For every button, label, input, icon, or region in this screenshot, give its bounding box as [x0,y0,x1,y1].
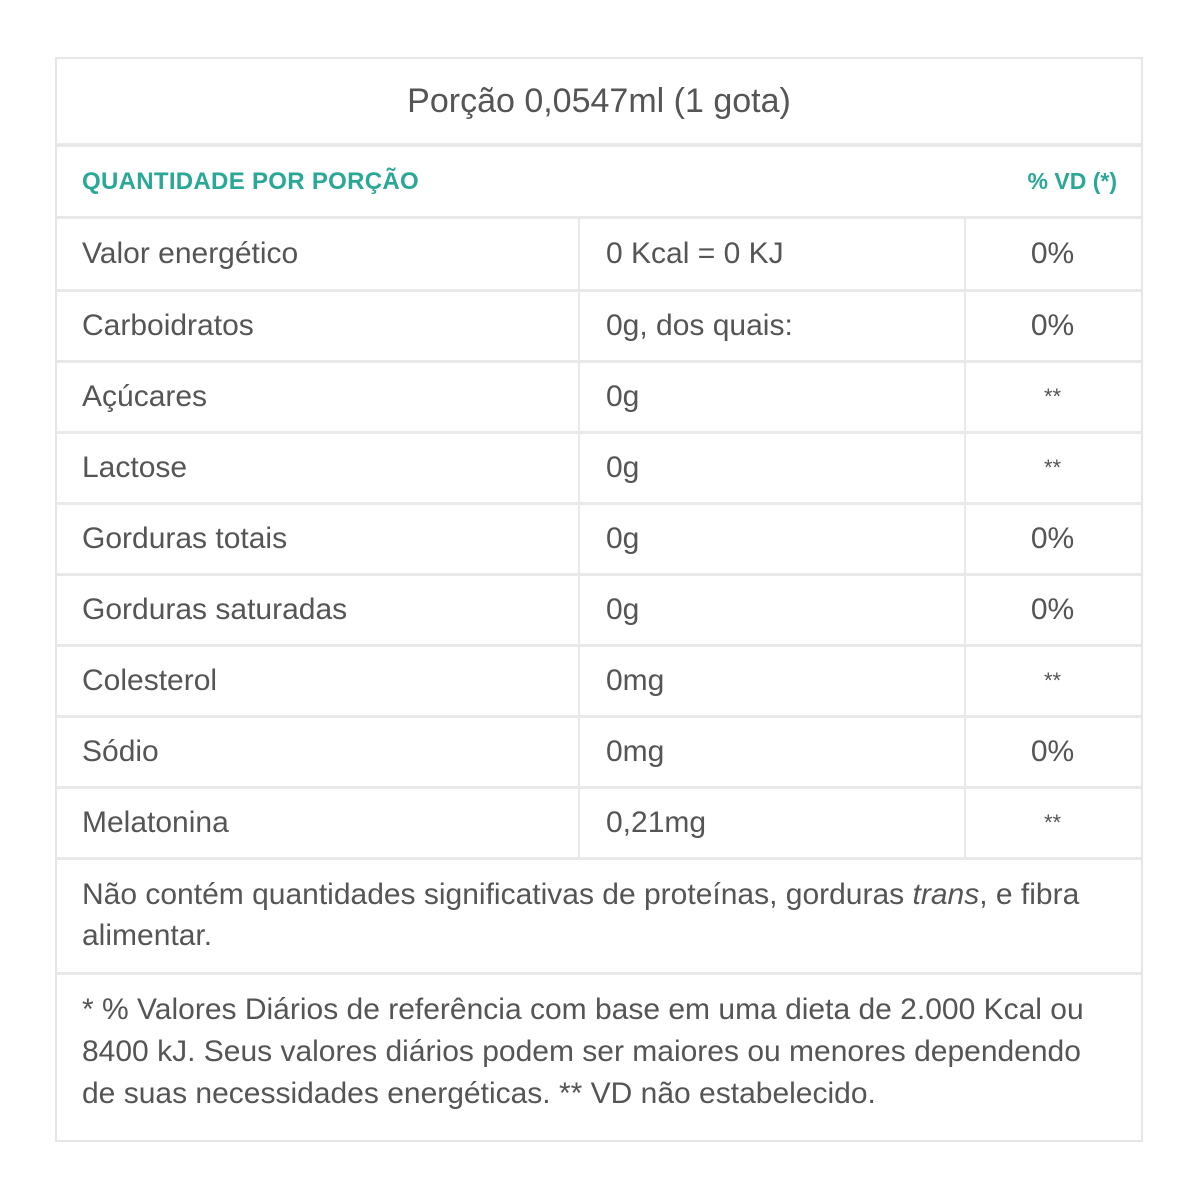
nutrient-name: Colesterol [57,645,579,716]
nutrient-amount: 0g [579,361,965,432]
nutrient-name: Carboidratos [57,290,579,361]
nutrient-amount: 0 Kcal = 0 KJ [579,219,965,290]
nutrient-amount: 0g, dos quais: [579,290,965,361]
portion-title: Porção 0,0547ml (1 gota) [57,59,1141,147]
nutrient-amount: 0mg [579,716,965,787]
nutrient-amount: 0g [579,503,965,574]
nutrient-daily-value: ** [965,432,1141,503]
nutrient-name: Gorduras totais [57,503,579,574]
nutrient-daily-value: 0% [965,716,1141,787]
note-text-end: , e fibra alimentar. [82,877,1080,952]
nutrient-name: Gorduras saturadas [57,574,579,645]
nutrients-note [57,860,1141,975]
nutrient-amount: 0mg [579,645,965,716]
nutrient-daily-value: ** [965,645,1141,716]
nutrient-name: Sódio [57,716,579,787]
nutrient-daily-value: 0% [965,290,1141,361]
daily-values-footnote: * % Valores Diários de referência com base em uma dieta de 2.000 Kcal ou 8400 kJ. Seus valores diários podem ser maiores ou menores dependendo de suas necessidades energéticas. ** VD não estabelecido. [82,992,1084,1110]
nutrient-daily-value: 0% [965,574,1141,645]
table-row [57,574,1141,645]
nutrient-amount: 0g [579,574,965,645]
nutrient-name: Açúcares [57,361,579,432]
quantity-per-portion-label: QUANTIDADE POR PORÇÃO [82,167,419,195]
nutrition-table [57,219,1141,860]
nutrient-amount: 0g [579,432,965,503]
nutrient-daily-value: ** [965,787,1141,858]
table-row [57,787,1141,858]
table-header [57,147,1141,219]
nutrient-daily-value: 0% [965,503,1141,574]
daily-value-label: % VD (*) [1027,168,1117,194]
note-text-start: Não contém quantidades significativas de proteínas, gorduras [82,877,913,911]
table-row [57,645,1141,716]
table-row [57,432,1141,503]
table-row [57,716,1141,787]
nutrient-amount: 0,21mg [579,787,965,858]
nutrient-daily-value: ** [965,361,1141,432]
nutrient-name: Valor energético [57,219,579,290]
table-row [57,219,1141,290]
note-text-italic: trans [912,877,980,911]
nutrition-facts-panel [55,57,1143,1142]
nutrient-name: Lactose [57,432,579,503]
nutrient-name: Melatonina [57,787,579,858]
table-row [57,290,1141,361]
table-row [57,503,1141,574]
table-row [57,361,1141,432]
nutrient-daily-value: 0% [965,219,1141,290]
